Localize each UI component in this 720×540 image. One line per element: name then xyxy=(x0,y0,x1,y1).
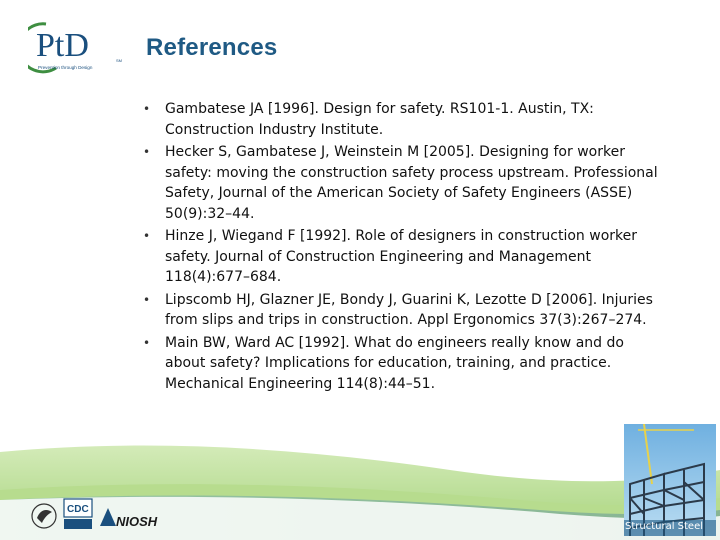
reference-item xyxy=(143,99,663,140)
reference-text: Gambatese JA [1996]. Design for safety. RS101-1. Austin, TX: Construction Industry Institute. xyxy=(165,101,594,138)
cdc-text: CDC xyxy=(67,504,89,515)
bullet: • xyxy=(143,145,151,159)
bullet: • xyxy=(143,292,151,307)
reference-item xyxy=(143,290,663,331)
reference-text: Main BW, Ward AC [1992]. What do engineers really know and do about safety? Implications for education, training, and practice. Mechanical Engineering 114(8):44–51. xyxy=(165,334,624,392)
footer-logos xyxy=(30,496,230,534)
reference-item xyxy=(143,142,663,224)
logo-mark: SM xyxy=(116,58,122,63)
reference-item xyxy=(143,333,663,395)
logo-tagline: Prevention through Design xyxy=(38,65,93,70)
reference-item xyxy=(143,226,663,288)
structural-steel-photo xyxy=(624,424,716,536)
niosh-text: NIOSH xyxy=(116,514,158,529)
bullet: • xyxy=(143,335,151,350)
bullet: • xyxy=(143,102,151,116)
logo-text: PtD xyxy=(36,27,89,64)
reference-text: Lipscomb HJ, Glazner JE, Bondy J, Guarini K, Lezotte D [2006]. Injuries from slips and trips in construction. Appl Ergonomics 37(3):267–274. xyxy=(165,291,653,328)
ptd-logo xyxy=(28,18,124,74)
photo-caption: Structural Steel xyxy=(624,521,704,532)
reference-text: Hinze J, Wiegand F [1992]. Role of designers in construction worker safety. Journal of Construction Engineering and Management 118(4):677–684. xyxy=(165,228,637,285)
bullet: • xyxy=(143,229,151,243)
hhs-eagle-icon xyxy=(32,504,56,528)
niosh-logo xyxy=(100,508,158,529)
references-list xyxy=(143,99,663,396)
slide-title: References xyxy=(146,34,278,61)
cdc-logo xyxy=(64,499,92,529)
reference-text: Hecker S, Gambatese J, Weinstein M [2005]. Designing for worker safety: moving the construction safety process upstream. Professional Safety, Journal of the American Society of Safety Engineers (ASSE) 50(9):32–44. xyxy=(165,144,658,222)
